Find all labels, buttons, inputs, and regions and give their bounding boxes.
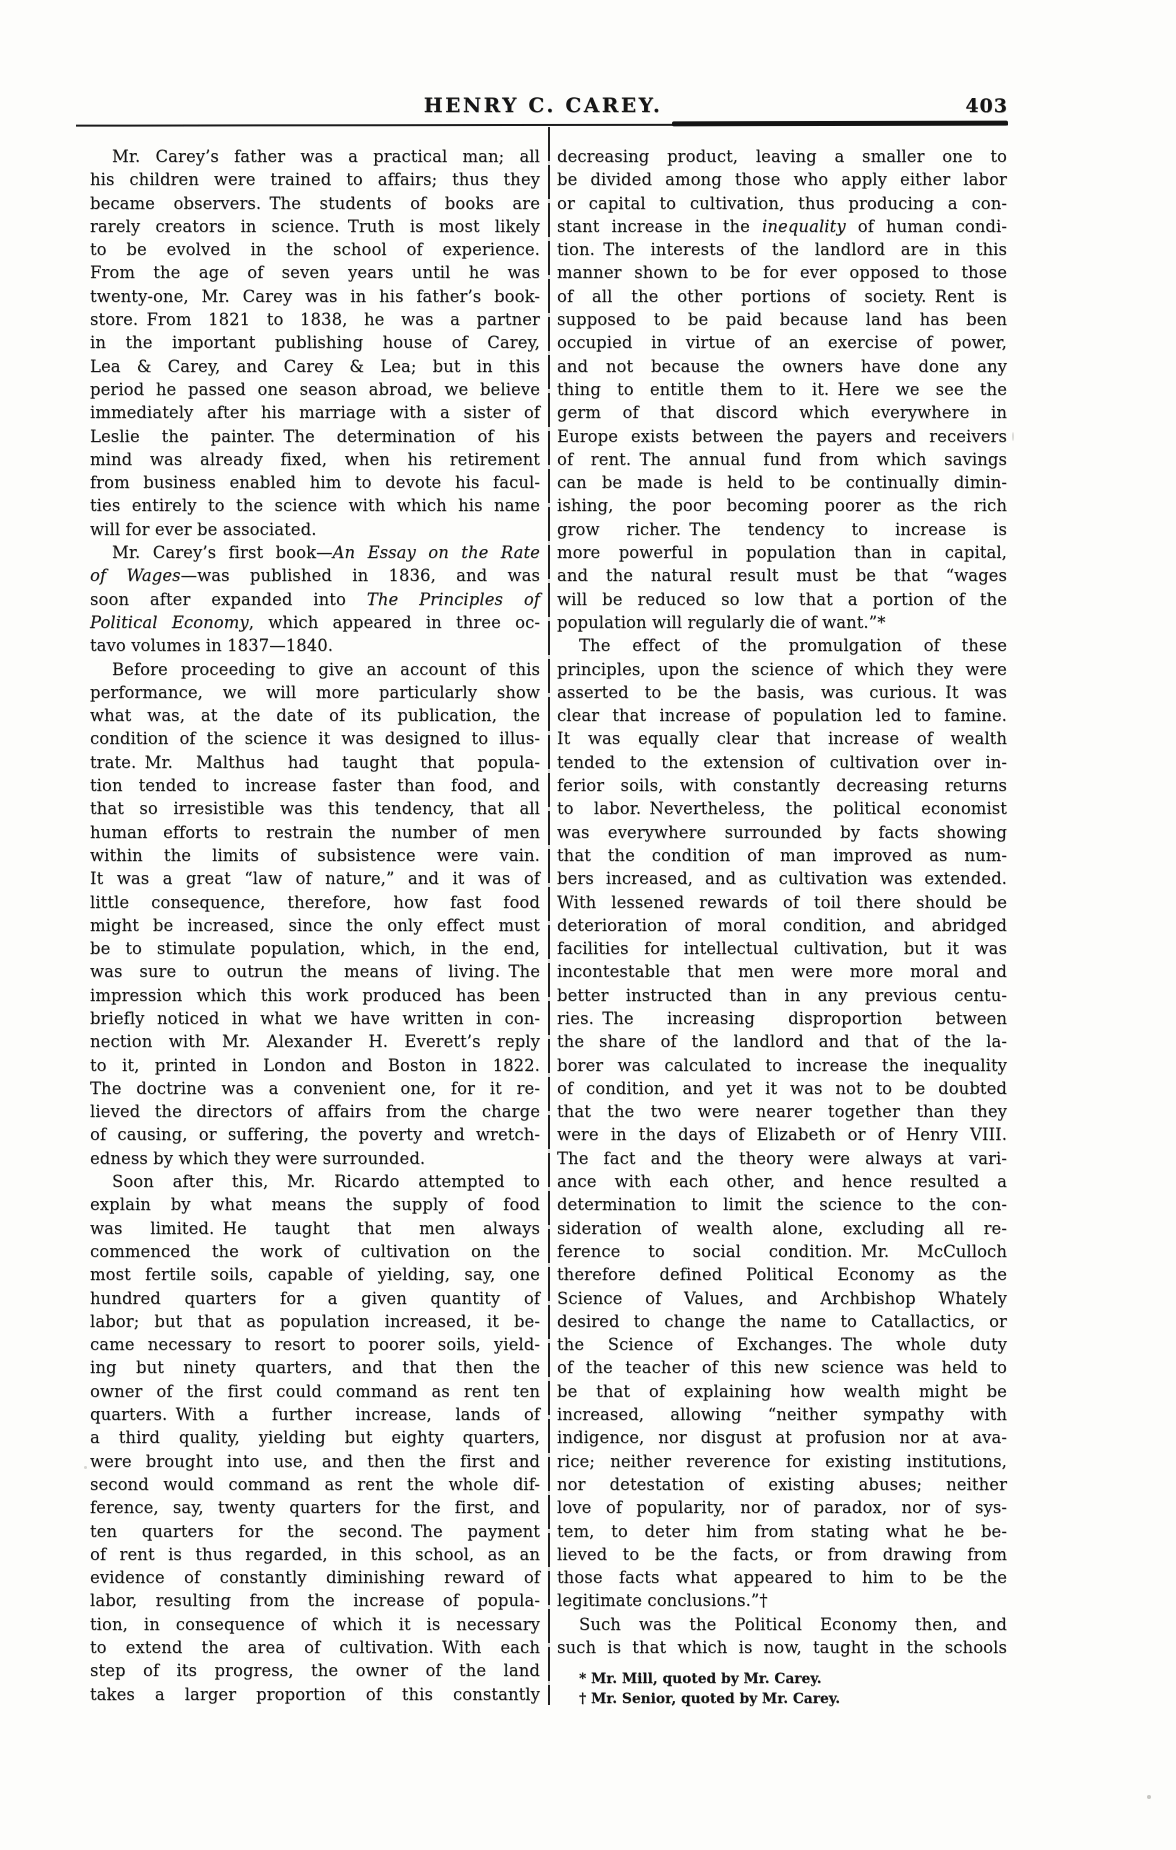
text-line: or capital to cultivation, thus producing a con- xyxy=(557,193,1007,213)
text-line: determination to limit the science to the con- xyxy=(557,1195,1007,1215)
left-column xyxy=(90,145,540,1706)
text-line: twenty-one, Mr. Carey was in his father’s book- xyxy=(90,286,540,306)
text-line: tem, to deter him from stating what he be- xyxy=(557,1521,1007,1541)
text-line: little consequence, therefore, how fast food xyxy=(90,892,540,912)
text-line: therefore defined Political Economy as the xyxy=(557,1265,1007,1285)
text-line: that so irresistible was this tendency, that all xyxy=(90,799,540,819)
text-line: came necessary to resort to poorer soils, yield- xyxy=(90,1335,540,1355)
paragraph xyxy=(557,1613,1007,1660)
text-line: was limited. He taught that men always xyxy=(90,1218,540,1238)
text-line: germ of that discord which everywhere in xyxy=(557,403,1007,423)
text-line: nection with Mr. Alexander H. Everett’s reply xyxy=(90,1032,540,1052)
text-line: will be reduced so low that a portion of the xyxy=(557,589,1007,609)
text-line: in the important publishing house of Carey, xyxy=(90,333,540,353)
text-segment: Mr. Carey’s first book— xyxy=(112,543,333,563)
text-line: lieved to be the facts, or from drawing from xyxy=(557,1544,1007,1564)
text-line: were brought into use, and then the first and xyxy=(90,1451,540,1471)
italic-text: Political Economy xyxy=(90,612,249,632)
text-line: evidence of constantly diminishing reward of xyxy=(90,1568,540,1588)
text-line: most fertile soils, capable of yielding, say, one xyxy=(90,1265,540,1285)
text-line: those facts what appeared to him to be the xyxy=(557,1568,1007,1588)
scan-speck xyxy=(1012,432,1014,441)
paragraph xyxy=(557,145,1007,634)
text-line: mind was already fixed, when his retirement xyxy=(90,449,540,469)
text-line: became observers. The students of books are xyxy=(90,193,540,213)
text-line: From the age of seven years until he was xyxy=(90,263,540,283)
text-line: be that of explaining how wealth might be xyxy=(557,1381,1007,1401)
text-line: was everywhere surrounded by facts showing xyxy=(557,822,1007,842)
text-line: and not because the owners have done any xyxy=(557,356,1007,376)
text-line: takes a larger proportion of this constantly xyxy=(90,1684,540,1704)
text-line: to be evolved in the school of experience. xyxy=(90,240,540,260)
text-line: a third quality, yielding but eighty quarters, xyxy=(90,1428,540,1448)
text-line: better instructed than in any previous centu- xyxy=(557,985,1007,1005)
text-line xyxy=(90,588,540,611)
text-line: Such was the Political Economy then, and xyxy=(579,1614,1007,1634)
running-title: HENRY C. CAREY. xyxy=(423,93,663,117)
text-line: and the natural result must be that “wages xyxy=(557,566,1007,586)
text-line: labor, resulting from the increase of popula- xyxy=(90,1591,540,1611)
text-line: second would command as rent the whole dif- xyxy=(90,1474,540,1494)
text-line: human efforts to restrain the number of men xyxy=(90,822,540,842)
text-line: manner shown to be for ever opposed to those xyxy=(557,263,1007,283)
text-line: within the limits of subsistence were vain. xyxy=(90,845,540,865)
italic-text: inequality xyxy=(762,216,846,236)
page-number: 403 xyxy=(965,95,1008,117)
text-segment: stant increase in the xyxy=(557,216,763,236)
text-line: hundred quarters for a given quantity of xyxy=(90,1288,540,1308)
text-segment: —was published in 1836, and was xyxy=(180,566,540,586)
text-line: rarely creators in science. Truth is most likely xyxy=(90,216,540,236)
text-line: tended to the extension of cultivation over in- xyxy=(557,752,1007,772)
text-line: Soon after this, Mr. Ricardo attempted to xyxy=(112,1172,540,1192)
text-line: of the teacher of this new science was held to xyxy=(557,1358,1007,1378)
footnote-mill: * Mr. Mill, quoted by Mr. Carey. xyxy=(579,1671,822,1687)
text-line: briefly noticed in what we have written in con- xyxy=(90,1008,540,1028)
text-line: was sure to outrun the means of living. The xyxy=(90,962,540,982)
text-line: tion tended to increase faster than food, and xyxy=(90,776,540,796)
paragraph xyxy=(90,145,540,541)
text-line: desired to change the name to Catallactics, or xyxy=(557,1311,1007,1331)
text-line: of all the other portions of society. Rent is xyxy=(557,286,1007,306)
text-line: The effect of the promulgation of these xyxy=(579,636,1007,656)
text-line: such is that which is now, taught in the schools xyxy=(557,1638,1007,1657)
text-line: that the condition of man improved as num- xyxy=(557,845,1007,865)
text-line: step of its progress, the owner of the land xyxy=(90,1661,540,1681)
text-line: of condition, and yet it was not to be doubted xyxy=(557,1078,1007,1098)
text-line: tion, in consequence of which it is necessary xyxy=(90,1614,540,1634)
text-line: labor; but that as population increased, it be- xyxy=(90,1311,540,1331)
text-line: tion. The interests of the landlord are in this xyxy=(557,240,1007,260)
text-line: indigence, nor disgust at profusion nor at ava- xyxy=(557,1428,1007,1448)
text-line: facilities for intellectual cultivation, but it was xyxy=(557,939,1007,959)
text-line: With lessened rewards of toil there should be xyxy=(557,892,1007,912)
scan-speck xyxy=(84,1466,87,1469)
text-line: quarters. With a further increase, lands of xyxy=(90,1405,540,1425)
header-rule-thick-segment xyxy=(672,121,1008,127)
text-line: deterioration of moral condition, and abridged xyxy=(557,915,1007,935)
text-line: The fact and the theory were always at vari- xyxy=(557,1148,1007,1168)
text-line: population will regularly die of want.”* xyxy=(557,612,886,632)
text-line xyxy=(557,215,1007,238)
text-line: borer was calculated to increase the inequality xyxy=(557,1055,1007,1075)
text-line: condition of the science it was designed to illus- xyxy=(90,729,540,749)
text-line: clear that increase of population led to famine. xyxy=(557,706,1007,726)
text-line: It was equally clear that increase of wealth xyxy=(557,729,1007,749)
text-line: be divided among those who apply either labor xyxy=(557,170,1007,190)
text-line: principles, upon the science of which they were xyxy=(557,659,1007,679)
text-line: more powerful in population than in capital, xyxy=(557,543,1007,563)
text-segment: , which appeared in three oc- xyxy=(248,612,540,632)
text-line: Lea & Carey, and Carey & Lea; but in this xyxy=(90,356,540,376)
text-line: Mr. Carey’s father was a practical man; all xyxy=(112,147,540,166)
text-line: owner of the first could command as rent ten xyxy=(90,1381,540,1401)
text-line: to it, printed in London and Boston in 1822. xyxy=(90,1055,540,1075)
text-line: ties entirely to the science with which his name xyxy=(90,496,540,516)
text-line: of rent is thus regarded, in this school, as an xyxy=(90,1544,540,1564)
text-line: edness by which they were surrounded. xyxy=(90,1148,426,1168)
right-column xyxy=(557,145,1007,1659)
text-line: the share of the landlord and that of the la- xyxy=(557,1032,1007,1052)
text-line: that the two were nearer together than they xyxy=(557,1102,1007,1122)
text-line: can be made is held to be continually dimin- xyxy=(557,473,1007,493)
text-line: nor detestation of existing abuses; neither xyxy=(557,1474,1007,1494)
text-line: decreasing product, leaving a smaller one to xyxy=(557,147,1007,166)
text-line: ferior soils, with constantly decreasing returns xyxy=(557,776,1007,796)
text-line: period he passed one season abroad, we believe xyxy=(90,379,540,399)
text-line: Europe exists between the payers and receivers xyxy=(557,426,1007,446)
text-line: sideration of wealth alone, excluding all re- xyxy=(557,1218,1007,1238)
text-line: ing but ninety quarters, and that then the xyxy=(90,1358,540,1378)
text-line: bers increased, and as cultivation was extended. xyxy=(557,869,1007,889)
text-line: thing to entitle them to it. Here we see the xyxy=(557,379,1007,399)
text-line: be to stimulate population, which, in the end, xyxy=(90,939,540,959)
text-line: were in the days of Elizabeth or of Henry VIII. xyxy=(557,1125,1007,1145)
text-line: his children were trained to affairs; thus they xyxy=(90,170,540,190)
text-line: ries. The increasing disproportion between xyxy=(557,1008,1007,1028)
text-line: The doctrine was a convenient one, for it re- xyxy=(90,1078,540,1098)
text-line: commenced the work of cultivation on the xyxy=(90,1241,540,1261)
scan-speck xyxy=(1147,1795,1151,1799)
text-line: trate. Mr. Malthus had taught that popula- xyxy=(90,752,540,772)
text-line: tavo volumes in 1837—1840. xyxy=(90,636,334,656)
text-line xyxy=(90,611,540,634)
text-line: grow richer. The tendency to increase is xyxy=(557,519,1007,539)
paragraph xyxy=(90,541,540,657)
text-line: impression which this work produced has been xyxy=(90,985,540,1005)
text-line xyxy=(90,541,540,564)
text-line: ance with each other, and hence resulted a xyxy=(557,1172,1007,1192)
text-line: ference to social condition. Mr. McCulloch xyxy=(557,1241,1007,1261)
text-line: love of popularity, nor of paradox, nor of sys- xyxy=(557,1498,1007,1518)
text-line: legitimate conclusions.”† xyxy=(557,1591,768,1611)
italic-text: The Principles of xyxy=(366,589,540,609)
text-line: rice; neither reverence for existing institutions, xyxy=(557,1451,1007,1471)
text-line: It was a great “law of nature,” and it was of xyxy=(90,869,540,889)
text-line: ishing, the poor becoming poorer as the rich xyxy=(557,496,1007,516)
column-divider xyxy=(548,127,550,1705)
text-line: increased, allowing “neither sympathy with xyxy=(557,1405,1007,1425)
paragraph xyxy=(90,1170,540,1706)
text-line: Science of Values, and Archbishop Whately xyxy=(557,1288,1007,1308)
text-line: explain by what means the supply of food xyxy=(90,1195,540,1215)
text-line: will for ever be associated. xyxy=(90,519,317,539)
text-line: store. From 1821 to 1838, he was a partner xyxy=(90,310,540,330)
text-line: Leslie the painter. The determination of his xyxy=(90,426,540,446)
italic-text: of Wages xyxy=(90,566,181,586)
text-line: ten quarters for the second. The payment xyxy=(90,1521,540,1541)
text-line: incontestable that men were more moral and xyxy=(557,962,1007,982)
italic-text: An Essay on the Rate xyxy=(332,543,540,563)
text-line: occupied in virtue of an exercise of power, xyxy=(557,333,1007,353)
text-line: of causing, or suffering, the poverty and wretch- xyxy=(90,1125,540,1145)
text-line: supposed to be paid because land has been xyxy=(557,310,1007,330)
text-line: asserted to be the basis, was curious. It was xyxy=(557,682,1007,702)
text-line: to extend the area of cultivation. With each xyxy=(90,1638,540,1657)
text-segment: soon after expanded into xyxy=(90,589,367,609)
text-line: what was, at the date of its publication, the xyxy=(90,706,540,726)
text-line: might be increased, since the only effect must xyxy=(90,915,540,935)
text-line: performance, we will more particularly show xyxy=(90,682,540,702)
text-line: lieved the directors of affairs from the charge xyxy=(90,1102,540,1122)
text-segment: of human condi- xyxy=(845,216,1007,236)
text-line: Before proceeding to give an account of this xyxy=(112,659,540,679)
paragraph xyxy=(90,658,540,1171)
footnotes xyxy=(557,1670,1007,1709)
text-line: immediately after his marriage with a sister of xyxy=(90,403,540,423)
text-line xyxy=(90,564,540,587)
paragraph xyxy=(557,634,1007,1612)
text-line: to labor. Nevertheless, the political economist xyxy=(557,799,1007,819)
text-line: the Science of Exchanges. The whole duty xyxy=(557,1335,1007,1355)
text-line: ference, say, twenty quarters for the first, and xyxy=(90,1498,540,1518)
text-line: of rent. The annual fund from which savings xyxy=(557,449,1007,469)
text-line: from business enabled him to devote his facul- xyxy=(90,473,540,493)
footnote-senior: † Mr. Senior, quoted by Mr. Carey. xyxy=(579,1690,841,1707)
